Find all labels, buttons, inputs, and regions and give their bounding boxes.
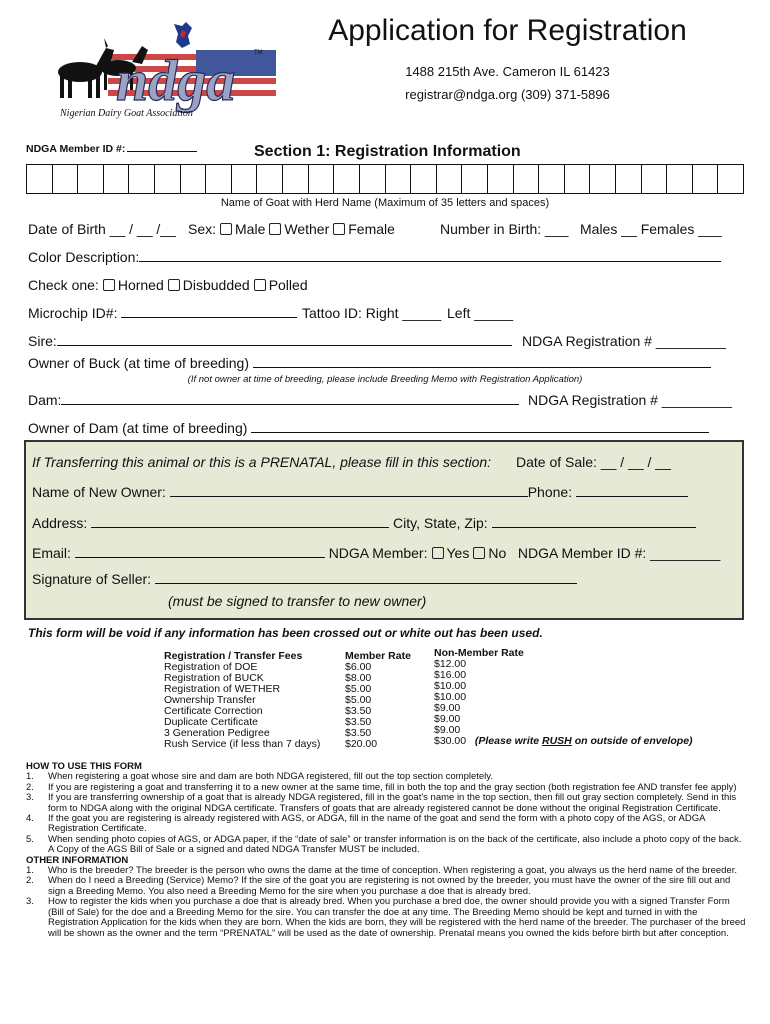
member-yes-checkbox[interactable] <box>432 547 444 559</box>
member-id-field[interactable] <box>26 142 197 155</box>
letter-box[interactable] <box>53 165 79 193</box>
fee-names-header: Registration / Transfer Fees <box>164 650 303 662</box>
dam-registration-field[interactable]: NDGA Registration # _________ <box>528 392 732 408</box>
fee-name: Registration of WETHER <box>164 683 281 695</box>
email-field[interactable] <box>32 545 720 561</box>
other-info-title: OTHER INFORMATION <box>26 854 129 866</box>
non-member-rate: $16.00 <box>434 669 467 681</box>
mailing-address: 1488 215th Ave. Cameron IL 61423 <box>405 64 610 79</box>
member-rate: $20.00 <box>345 738 378 750</box>
phone-label: Phone: <box>527 484 573 500</box>
letter-box[interactable] <box>667 165 693 193</box>
letter-box[interactable] <box>334 165 360 193</box>
owner-of-dam-label: Owner of Dam (at time of breeding) <box>28 420 248 436</box>
dob-field[interactable]: Date of Birth __ / __ /__ <box>28 221 176 237</box>
goat-name-caption: Name of Goat with Herd Name (Maximum of 35 letters and spaces) <box>220 197 550 209</box>
letter-box[interactable] <box>283 165 309 193</box>
fee-name: Ownership Transfer <box>164 694 256 706</box>
contact-info: registrar@ndga.org (309) 371-5896 <box>405 87 610 102</box>
member-rate: $3.50 <box>345 705 372 717</box>
female-label: Female <box>348 221 395 237</box>
member-yes-label: Yes <box>446 545 470 561</box>
rush-note-pre: (Please write <box>474 735 543 747</box>
sex-field <box>188 221 395 237</box>
rush-note <box>475 735 693 747</box>
email-label: Email: <box>32 545 71 561</box>
how-to-item: 5. When sending photo copies of AGS, or ADGA paper, if the “date of sale” or transfer information is on the back of the certificate, also include a photo copy of the back. A Copy of the AGS Bill of Sale or a signed and dated NDGA Transfer MUST be included. <box>26 833 742 856</box>
transfer-member-id-field[interactable]: NDGA Member ID #: _________ <box>517 545 721 561</box>
how-to-item: 3. If you are transferring ownership of a goat that is already NDGA registered, fill in the goat's name in the top section, then fill out gray section completely. Send in this form to NDGA along with the original NDGA certificate. Transfers of goats that are already registered cannot be done without the original Registration Certificate. <box>26 792 737 814</box>
address-label: Address: <box>32 515 88 531</box>
signature-label: Signature of Seller: <box>32 571 152 587</box>
wether-checkbox[interactable] <box>269 223 281 235</box>
page-title: Application for Registration <box>328 14 687 47</box>
owner-of-buck-label: Owner of Buck (at time of breeding) <box>28 355 249 371</box>
letter-box[interactable] <box>488 165 514 193</box>
signature-line[interactable] <box>155 572 577 584</box>
color-description-label: Color Description: <box>28 249 140 265</box>
logo-tm: TM <box>254 50 263 56</box>
section-title: Section 1: Registration Information <box>254 143 521 160</box>
owner-of-buck-line[interactable] <box>253 356 711 368</box>
fee-name: Duplicate Certificate <box>164 716 258 728</box>
fee-name: Registration of BUCK <box>164 672 264 684</box>
owner-of-dam-line[interactable] <box>251 421 709 433</box>
letter-box[interactable] <box>514 165 540 193</box>
disbudded-checkbox[interactable] <box>168 279 180 291</box>
non-member-rate-header: Non-Member Rate <box>434 647 524 659</box>
polled-label: Polled <box>268 277 308 293</box>
signature-note: (must be signed to transfer to new owner) <box>168 593 427 609</box>
letter-box[interactable] <box>565 165 591 193</box>
letter-box[interactable] <box>232 165 258 193</box>
male-label: Male <box>235 221 266 237</box>
sire-registration-field[interactable]: NDGA Registration # _________ <box>522 333 726 349</box>
letter-box[interactable] <box>360 165 386 193</box>
letter-box[interactable] <box>642 165 668 193</box>
letter-box[interactable] <box>411 165 437 193</box>
non-member-rate: $9.00 <box>434 702 461 714</box>
letter-box[interactable] <box>693 165 719 193</box>
male-checkbox[interactable] <box>220 223 232 235</box>
non-member-rate: $10.00 <box>434 691 467 703</box>
new-owner-field[interactable] <box>32 484 688 500</box>
how-to-title: HOW TO USE THIS FORM <box>26 761 142 772</box>
tattoo-right-field[interactable]: Tattoo ID: Right _____ <box>302 305 442 321</box>
address-field[interactable] <box>32 515 696 531</box>
letter-box[interactable] <box>78 165 104 193</box>
transfer-heading: If Transferring this animal or this is a PRENATAL, please fill in this section: <box>32 454 492 470</box>
letter-box[interactable] <box>309 165 335 193</box>
ndga-member-label: NDGA Member: <box>328 545 428 561</box>
void-warning: This form will be void if any information has been crossed out or white out has been used. <box>28 626 543 640</box>
males-females-field[interactable]: Males __ Females ___ <box>580 221 722 237</box>
disbudded-label: Disbudded <box>182 277 250 293</box>
member-rate: $8.00 <box>345 672 372 684</box>
non-member-rate: $9.00 <box>434 713 461 725</box>
logo-tagline: Nigerian Dairy Goat Association <box>60 108 193 119</box>
letter-box[interactable] <box>590 165 616 193</box>
owner-of-buck-note: (If not owner at time of breeding, please include Breeding Memo with Registration Application) <box>187 374 583 385</box>
female-checkbox[interactable] <box>333 223 345 235</box>
member-rate: $6.00 <box>345 661 372 673</box>
member-rate: $5.00 <box>345 694 372 706</box>
owner-of-dam-field[interactable] <box>28 420 709 436</box>
fee-name: 3 Generation Pedigree <box>164 727 270 739</box>
letter-box[interactable] <box>539 165 565 193</box>
non-member-rate: $30.00 <box>434 735 467 747</box>
fee-name: Rush Service (if less than 7 days) <box>164 738 321 750</box>
letter-box[interactable] <box>616 165 642 193</box>
member-rate-header: Member Rate <box>345 650 411 662</box>
horned-checkbox[interactable] <box>103 279 115 291</box>
tattoo-left-field[interactable]: Left _____ <box>447 305 514 321</box>
rush-note-word: RUSH <box>542 735 572 747</box>
instructions <box>26 762 746 939</box>
other-info-item: 1. Who is the breeder? The breeder is the person who owns the dame at the time of conception. When registering a goat, you always us the herd name of the breeder. <box>26 865 737 877</box>
horn-status-field <box>28 277 308 293</box>
horned-label: Horned <box>117 277 164 293</box>
letter-box[interactable] <box>181 165 207 193</box>
wether-label: Wether <box>284 221 330 237</box>
fee-names-column <box>164 651 320 750</box>
city-state-zip-line[interactable] <box>492 516 696 528</box>
non-member-rate: $10.00 <box>434 680 467 692</box>
member-rate-column <box>345 651 411 750</box>
member-rate: $5.00 <box>345 683 372 695</box>
owner-of-buck-field[interactable] <box>28 355 711 371</box>
ndga-logo <box>46 20 278 122</box>
letter-box[interactable] <box>155 165 181 193</box>
other-info-item: 3. How to register the kids when you purchase a doe that is already bred. When you purchase a bred doe, the owner should provide you with a signed Transfer Form (Bill of Sale) for the doe and a Breeding Memo for the sire. You can transfer the doe at any time. The Breeding Memo should be kept and turned in with the Registration Application for the kids when they are born. When the kids are born, they will be registered with the herd name of the breeder. The purchaser of the breed will be shown as the owner and the term “PRENATAL” will be used as the date of ownership. Prenatal means you owned the kids before birth but after conception. <box>26 896 746 939</box>
member-no-label: No <box>488 545 507 561</box>
letter-box[interactable] <box>718 165 743 193</box>
letter-box[interactable] <box>27 165 53 193</box>
letter-box[interactable] <box>129 165 155 193</box>
letter-box[interactable] <box>257 165 283 193</box>
microchip-label: Microchip ID#: <box>28 305 118 321</box>
logo-letters: ndga <box>116 48 236 113</box>
city-state-zip-label: City, State, Zip: <box>393 515 488 531</box>
other-info-item: 2. When do I need a Breeding (Service) Memo? If the sire of the goat you are registering is not owned by the breeder, you must have the owner of the sire fill out and sign a Breeding Memo. You also need a Breeding Memo for the sire when you purchase a doe that is already bred. <box>26 875 731 897</box>
non-member-rate: $9.00 <box>434 724 461 736</box>
how-to-item: 4. If the goat you are registering is already registered with AGS, or ADGA, fill in the name of the goat and send the form with a photo copy of the AGS, or ADGA Registration Certificate. <box>26 813 705 835</box>
member-no-checkbox[interactable] <box>473 547 485 559</box>
birth-number-field[interactable]: Number in Birth: ___ <box>440 221 569 237</box>
address-line[interactable] <box>91 516 389 528</box>
non-member-rate-column <box>434 648 693 750</box>
sire-line[interactable] <box>57 334 512 346</box>
color-description-field[interactable] <box>28 249 721 265</box>
dam-label: Dam: <box>28 392 62 408</box>
polled-checkbox[interactable] <box>254 279 266 291</box>
color-description-line[interactable] <box>139 250 721 262</box>
microchip-line[interactable] <box>121 306 297 318</box>
member-rate: $3.50 <box>345 716 372 728</box>
member-id-line[interactable] <box>127 142 197 152</box>
fee-name: Registration of DOE <box>164 661 258 673</box>
date-of-sale-field[interactable]: Date of Sale: __ / __ / __ <box>516 454 671 470</box>
phone-line[interactable] <box>576 485 688 497</box>
dam-line[interactable] <box>61 393 519 405</box>
member-rate: $3.50 <box>345 727 372 739</box>
letter-box[interactable] <box>104 165 130 193</box>
sire-field[interactable] <box>28 333 512 349</box>
rush-note-post: on outside of envelope) <box>571 735 693 747</box>
member-id-label: NDGA Member ID #: <box>26 143 126 155</box>
sex-label: Sex: <box>188 221 217 237</box>
transfer-section <box>24 440 744 620</box>
email-line[interactable] <box>75 546 325 558</box>
signature-field[interactable] <box>32 571 577 587</box>
sire-label: Sire: <box>28 333 57 349</box>
microchip-field[interactable] <box>28 305 297 321</box>
letter-box[interactable] <box>437 165 463 193</box>
letter-box[interactable] <box>462 165 488 193</box>
letter-box[interactable] <box>386 165 412 193</box>
how-to-item: 2. If you are registering a goat and transferring it to a new owner at the same time, fill in both the top and the gray section (both registration fee AND transfer fee apply) <box>26 781 737 793</box>
fee-name: Certificate Correction <box>164 705 263 717</box>
how-to-item: 1. When registering a goat whose sire and dam are both NDGA registered, fill out the top section completely. <box>26 771 493 783</box>
goat-name-letter-boxes[interactable] <box>26 164 744 194</box>
new-owner-line[interactable] <box>170 485 528 497</box>
letter-box[interactable] <box>206 165 232 193</box>
new-owner-label: Name of New Owner: <box>32 484 166 500</box>
dam-field[interactable] <box>28 392 519 408</box>
non-member-rate: $12.00 <box>434 658 467 670</box>
check-one-label: Check one: <box>28 277 99 293</box>
